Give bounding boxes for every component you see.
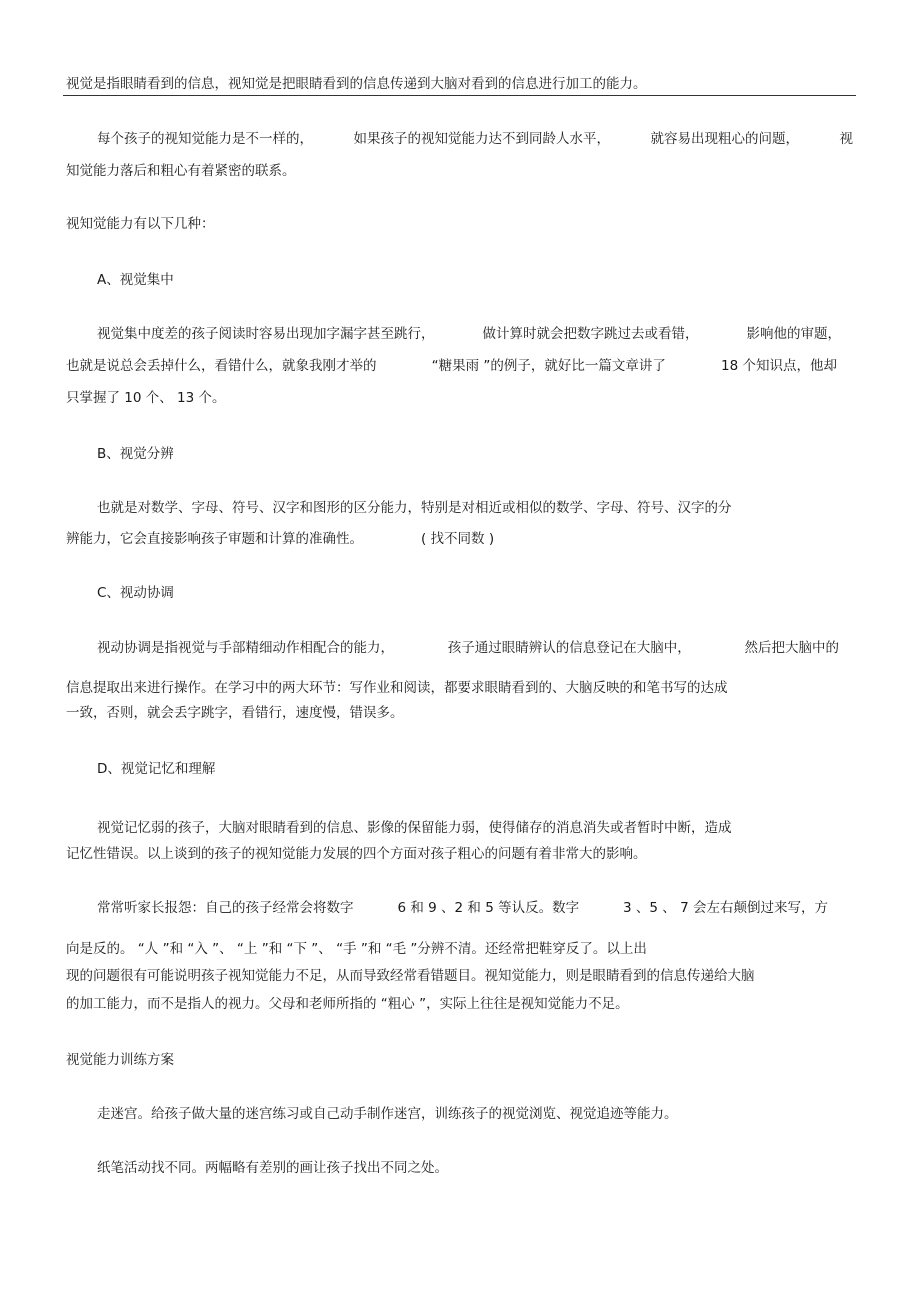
section-a-seg: 也就是说总会丢掉什么，看错什么，就象我刚才举的: [66, 358, 377, 374]
section-b-line-1: 也就是对数学、字母、符号、汉字和图形的区分能力，特别是对相近或相似的数学、字母、符号、汉字的分: [97, 500, 732, 516]
page-header: 视觉是指眼睛看到的信息，视知觉是把眼睛看到的信息传递到大脑对看到的信息进行加工的能力。: [66, 76, 647, 92]
section-c-seg: 孩子通过眼睛辨认的信息登记在大脑中，: [447, 640, 691, 656]
complaints-seg: 常常听家长报怨：自己的孩子经常会将数字: [97, 900, 354, 916]
section-a-seg: 做计算时就会把数字跳过去或看错，: [482, 326, 699, 342]
section-d-line-2: 记忆性错误。以上谈到的孩子的视知觉能力发展的四个方面对孩子粗心的问题有着非常大的影响。: [66, 846, 647, 862]
section-c-title: C、视动协调: [97, 585, 174, 601]
intro-seg: 就容易出现粗心的问题，: [650, 131, 799, 147]
section-c-line-1: [97, 639, 839, 657]
training-item-maze: 走迷宫。给孩子做大量的迷宫练习或自己动手制作迷宫，训练孩子的视觉浏览、视觉追迹等能力。: [97, 1106, 678, 1122]
complaints-line-3: 现的问题很有可能说明孩子视知觉能力不足，从而导致经常看错题目。视知觉能力，则是眼睛看到的信息传递给大脑: [66, 968, 755, 984]
section-a-title: A、视觉集中: [97, 272, 174, 288]
section-a-seg: 18 个知识点，他却: [721, 358, 837, 374]
complaints-seg: 3 、5 、 7 会左右颠倒过来写，方: [623, 900, 828, 916]
intro-seg: 视: [839, 131, 853, 147]
section-a-line-3: 只掌握了 10 个、 13 个。: [66, 390, 226, 406]
complaints-line-2: 向是反的。 “人 ”和 “入 ”、 “上 ”和 “下 ”、 “手 ”和 “毛 ”分辨不清。还经常把鞋穿反了。以上出: [66, 941, 647, 957]
section-a-seg: “糖果雨 ”的例子，就好比一篇文章讲了: [431, 358, 666, 374]
section-a-seg: 影响他的审题，: [746, 326, 841, 342]
section-d-title: D、视觉记忆和理解: [97, 761, 216, 777]
section-c-line-3: 一致，否则，就会丢字跳字，看错行，速度慢，错误多。: [66, 705, 404, 721]
complaints-line-4: 的加工能力，而不是指人的视力。父母和老师所指的 “粗心 ”，实际上往往是视知觉能力不足。: [66, 996, 629, 1012]
section-a-line-1: [97, 325, 841, 343]
training-heading: 视觉能力训练方案: [66, 1052, 174, 1068]
intro-line-1: [97, 130, 853, 148]
section-c-seg: 视动协调是指视觉与手部精细动作相配合的能力，: [97, 640, 394, 656]
section-b-title: B、视觉分辨: [97, 446, 174, 462]
complaints-line-1: [97, 899, 828, 917]
complaints-seg: 6 和 9 、2 和 5 等认反。数字: [397, 900, 580, 916]
training-item-spot-difference: 纸笔活动找不同。两幅略有差别的画让孩子找出不同之处。: [97, 1160, 448, 1176]
header-divider: [63, 95, 856, 96]
intro-seg: 每个孩子的视知觉能力是不一样的，: [97, 131, 313, 147]
types-heading: 视知觉能力有以下几种：: [66, 216, 215, 232]
section-a-seg: 视觉集中度差的孩子阅读时容易出现加字漏字甚至跳行，: [97, 326, 435, 342]
section-c-line-2: 信息提取出来进行操作。在学习中的两大环节：写作业和阅读，都要求眼睛看到的、大脑反映的和笔书写的达成: [66, 680, 728, 696]
section-d-line-1: 视觉记忆弱的孩子，大脑对眼睛看到的信息、影像的保留能力弱，使得储存的消息消失或者暂时中断，造成: [97, 820, 732, 836]
intro-seg: 如果孩子的视知觉能力达不到同龄人水平，: [353, 131, 610, 147]
section-a-line-2: [66, 357, 837, 375]
section-b-line-2b: ( 找不同数 ): [421, 531, 495, 547]
intro-line-2: 知觉能力落后和粗心有着紧密的联系。: [66, 163, 296, 179]
section-b-line-2a: 辨能力，它会直接影响孩子审题和计算的准确性。: [66, 531, 363, 547]
section-c-seg: 然后把大脑中的: [744, 640, 839, 656]
